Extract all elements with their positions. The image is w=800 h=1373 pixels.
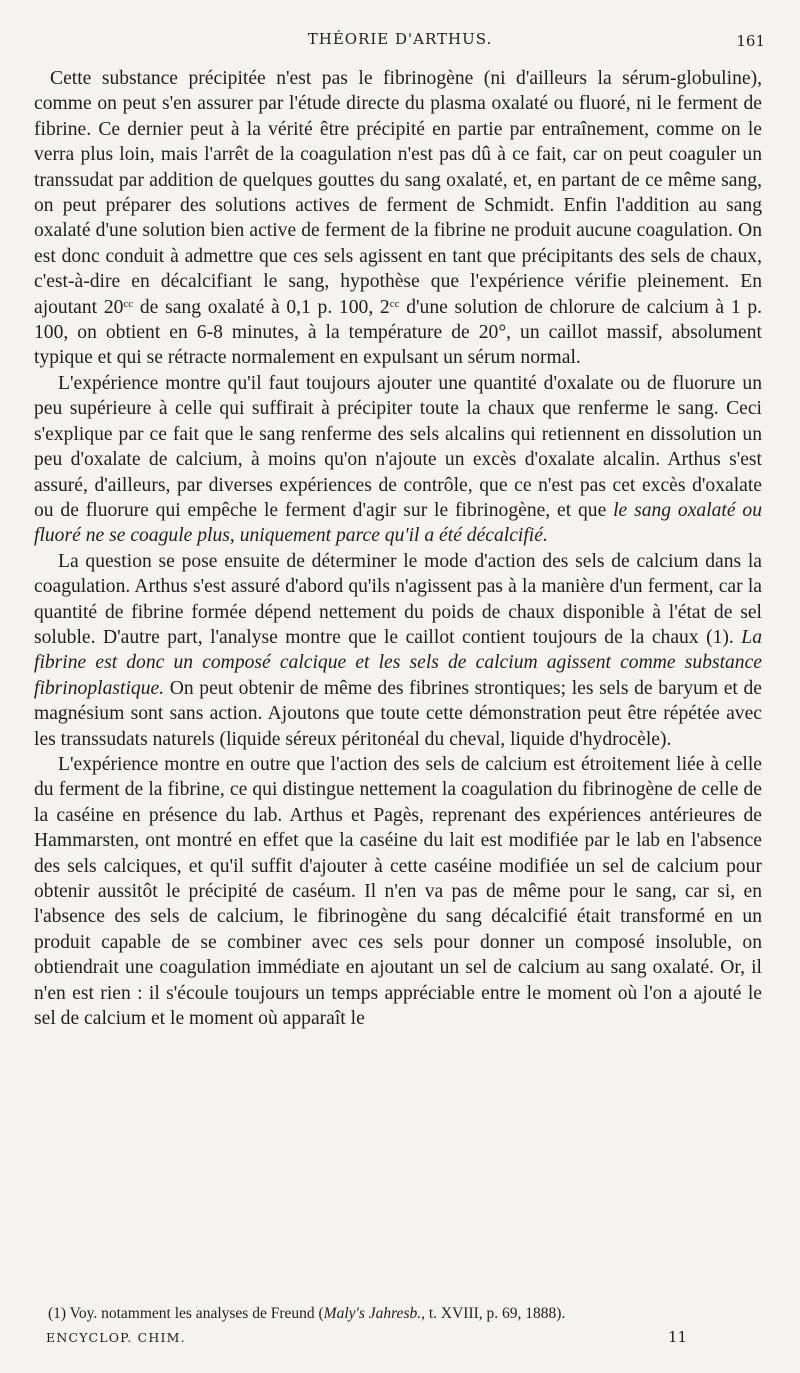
paragraph-3-text-a: La question se pose ensuite de déterminer le mode d'action des sels de calcium dans la coagulation. Arthus s'est assuré d'abord qu'ils n'agissent pas à la manière d'un ferment, car la quantité de fibrine formée dépend nettement du poids de chaux disponible à l'état de sel soluble. D'autre part, l'analyse montre que le caillot contient toujours de la chaux (1). [34,550,762,648]
body-text [34,66,762,1031]
page-footer [0,1330,800,1350]
paragraph-1-text-b: de sang oxalaté à 0,1 p. 100, 2 [133,296,390,318]
signature-mark: 11 [668,1328,688,1346]
paragraph-4-text: L'expérience montre en outre que l'action des sels de calcium est étroitement liée à celle du ferment de la fibrine, ce qui distingue nettement la coagulation du fibrinogène de celle de la caséine en présence du lab. Arthus et Pagès, reprenant des expériences antérieures de Hammarsten, ont montré en effet que la caséine du lait est modifiée par le lab en l'absence des sels calciques, et qu'il suffit d'ajouter à cette caséine modifiée un sel de calcium pour obtenir aussitôt le précipité de caséum. Il n'en va pas de même pour le sang, car si, en l'absence des sels de calcium, le fibrinogène du sang décalcifié était transformé en un produit capable de se combiner avec ces sels pour donner un composé insoluble, on obtiendrait une coagulation immédiate en ajoutant un sel de calcium au sang oxalaté. Or, il n'en est rien : il s'écoule toujours un temps appréciable entre le moment où l'on a ajouté le sel de calcium et le moment où apparaît le [34,753,762,1030]
paragraph-1-text-c: d'une solution de chlorure de calcium à 1 p. 100, on obtient en 6-8 minutes, à la température de 20°, un caillot massif, absolument typique et qui se rétracte normalement en expulsant un sérum normal. [34,296,763,369]
paragraph-1 [34,66,762,371]
footnote [48,1305,768,1323]
paragraph-3-text-b: On peut obtenir de même des fibrines strontiques; les sels de baryum et de magnésium sont sans action. Ajoutons que toute cette démonstration peut être répétée avec les transsudats naturels (liquide séreux péritonéal du cheval, liquide d'hydrocèle). [34,677,762,750]
unit-superscript: cc [123,297,134,310]
paragraph-1-text-a: Cette substance précipitée n'est pas le fibrinogène (ni d'ailleurs la sérum-globuline), comme on peut s'en assurer par l'étude directe du plasma oxalaté ou fluoré, ni le ferment de fibrine. Ce dernier peut à la vérité être précipité en partie par entraînement, comme on le verra plus loin, mais l'arrêt de la coagulation n'est pas dû à ce fait, car on peut coaguler un transsudat par addition de quelques gouttes du sang oxalaté, et, en partant de ce même sang, on peut préparer des solutions actives de ferment de Schmidt. Enfin l'addition au sang oxalaté d'une solution bien active de ferment de la fibrine ne produit aucune coagulation. On est donc conduit à admettre que ces sels agissent en tant que précipitants des sels de chaux, c'est-à-dire en décalcifiant le sang, hypothèse que l'expérience vérifie pleinement. En ajoutant 20 [34,68,762,318]
paragraph-3 [34,549,762,752]
page-header [0,30,800,54]
page-number: 161 [736,32,765,50]
paragraph-2-text: L'expérience montre qu'il faut toujours ajouter une quantité d'oxalate ou de fluorure un peu supérieure à celle qui suffirait à précipiter toute la chaux que renferme le sang. Ceci s'explique par ce fait que le sang renferme des sels alcalins qui retiennent en dissolution un peu d'oxalate de calcium, à moins qu'on n'ajoute un excès d'oxalate alcalin. Arthus s'est assuré, d'ailleurs, par diverses expériences de contrôle, que ce n'est pas cet excès d'oxalate ou de fluorure qui empêche le ferment d'agir sur le fibrinogène, et que [34,372,762,521]
paragraph-3-emphasis: La fibrine est donc un composé calcique et les sels de calcium agissent comme substance fibrinoplastique. [34,626,762,699]
footnote-lead: (1) Voy. notamment les analyses de Freund ( [48,1305,324,1322]
paragraph-4 [34,752,762,1031]
footnote-citation: Maly's Jahresb. [323,1305,422,1322]
unit-superscript: cc [389,297,400,310]
running-title: THÉORIE D'ARTHUS. [307,30,493,48]
collection-label: ENCYCLOP. CHIM. [46,1330,186,1345]
paragraph-2 [34,371,762,549]
footnote-tail: , t. XVIII, p. 69, 1888). [421,1305,566,1322]
paragraph-2-emphasis: le sang oxalaté ou fluoré ne se coagule plus, uniquement parce qu'il a été décalcifié. [34,499,762,547]
